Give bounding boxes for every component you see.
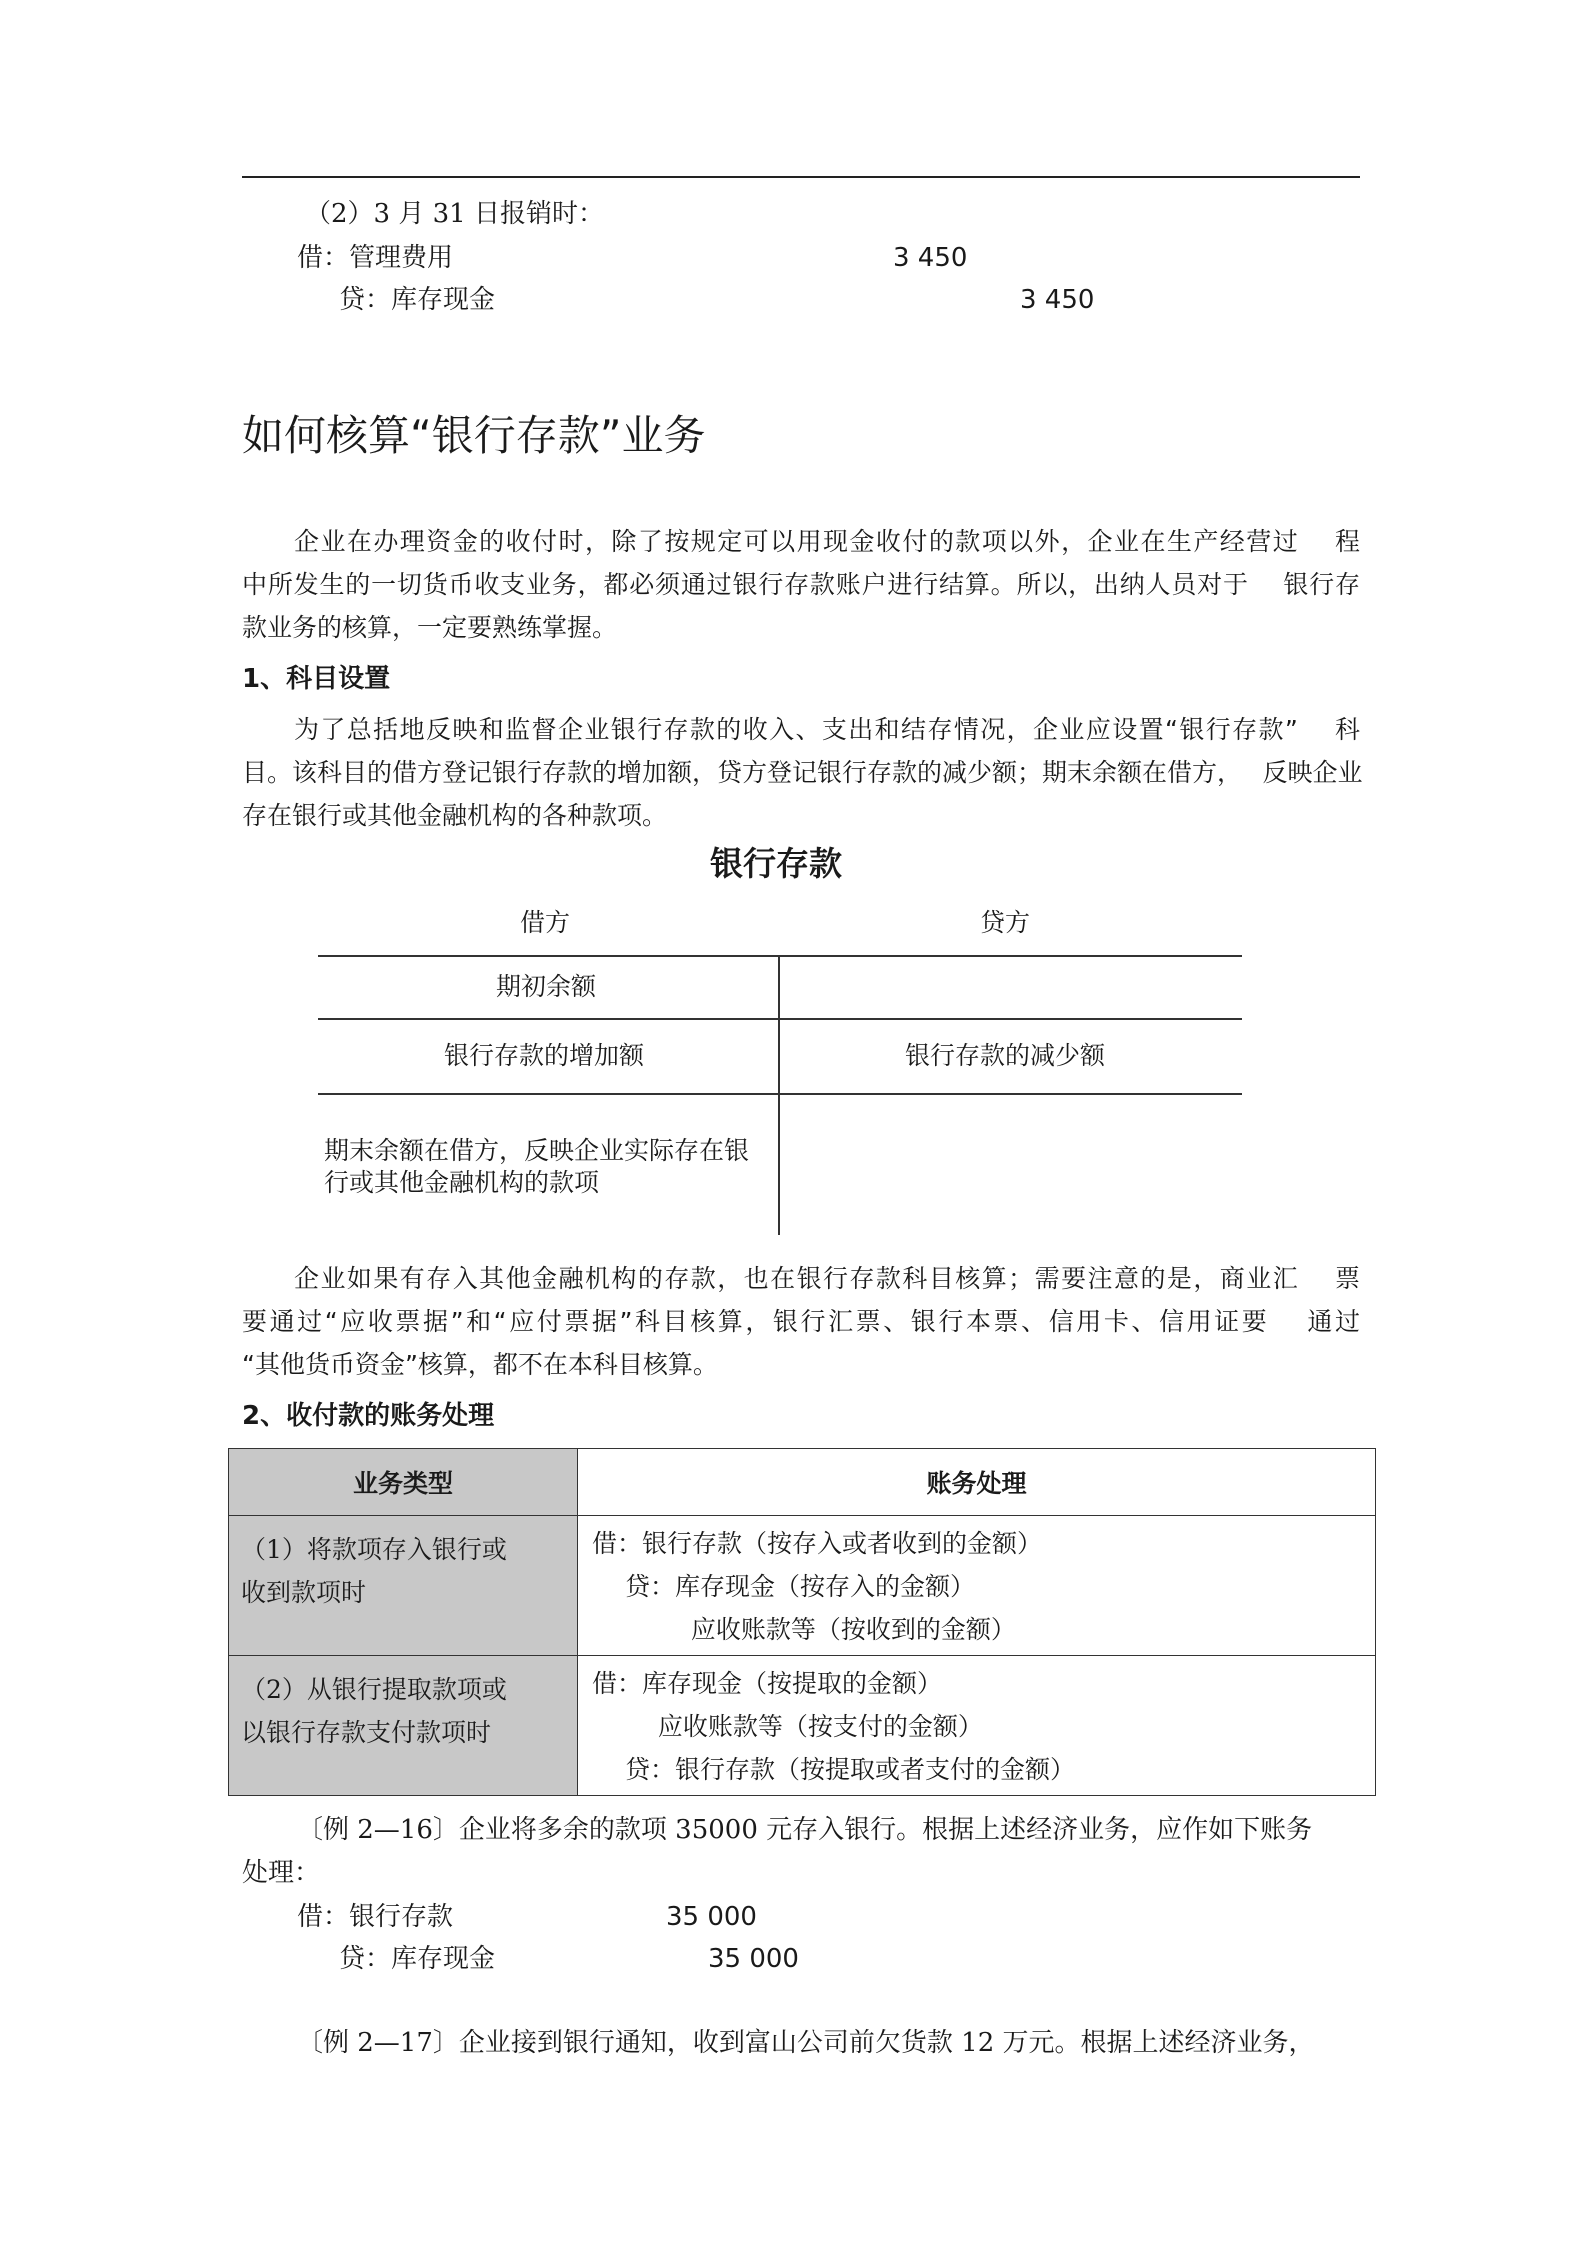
t-account-debit-header: 借方	[520, 908, 571, 937]
table-cell-type	[229, 1656, 578, 1796]
intro-paragraph	[242, 520, 1360, 649]
entry-line: 贷：库存现金（按存入的金额）	[592, 1572, 975, 1601]
t-account-title: 银行存款	[710, 844, 842, 883]
t-account-opening: 期初余额	[496, 972, 597, 1001]
entry-line: 贷：银行存款（按提取或者支付的金额）	[592, 1755, 1075, 1784]
example16-credit-amount: 35 000	[708, 1944, 799, 1974]
intro-line: 中所发生的一切货币收支业务，都必须通过银行存款账户进行结算。所以，出纳人员对于 银行存	[242, 570, 1360, 599]
table-row	[229, 1656, 1376, 1796]
entry-line: 借：银行存款（按存入或者收到的金额）	[592, 1529, 1043, 1558]
subsection-title-2: 2、收付款的账务处理	[242, 1401, 495, 1431]
table-header-entry: 账务处理	[578, 1449, 1376, 1516]
note-line: 企业如果有存入其他金融机构的存款，也在银行存款科目核算；需要注意的是，商业汇 票	[294, 1264, 1360, 1293]
t-account-closing-line: 期末余额在借方，反映企业实际存在银	[324, 1136, 750, 1165]
t-account-top-line	[318, 955, 1242, 957]
table-cell-entry	[578, 1516, 1376, 1656]
entry-line: 应收账款等（按收到的金额）	[592, 1615, 1016, 1644]
type-line: （2）从银行提取款项或	[241, 1675, 507, 1704]
entry1-credit-label: 贷：库存现金	[339, 285, 496, 315]
example16-credit-label: 贷：库存现金	[339, 1944, 496, 1974]
table-header-row	[229, 1449, 1376, 1516]
table-header-type: 业务类型	[229, 1449, 578, 1516]
type-line: 收到款项时	[241, 1578, 367, 1607]
t-account-closing-line: 行或其他金融机构的款项	[324, 1168, 600, 1197]
sub1-paragraph	[242, 708, 1363, 837]
t-account-center-line	[778, 955, 780, 1235]
sub1-line: 目。该科目的借方登记银行存款的增加额，贷方登记银行存款的减少额；期末余额在借方， 反映企业	[242, 758, 1363, 787]
t-account-divider	[318, 1093, 1242, 1095]
sub1-line: 存在银行或其他金融机构的各种款项。	[242, 801, 668, 830]
note-line: 要通过“应收票据”和“应付票据”科目核算，银行汇票、银行本票、信用卡、信用证要 通过	[242, 1307, 1360, 1336]
example17-line1: 〔例 2—17〕企业接到银行通知，收到富山公司前欠货款 12 万元。根据上述经济业务，	[297, 2028, 1315, 2058]
intro-line: 企业在办理资金的收付时，除了按规定可以用现金收付的款项以外，企业在生产经营过 程	[294, 527, 1360, 556]
example16-debit-label: 借：银行存款	[297, 1902, 454, 1932]
example16-debit-amount: 35 000	[666, 1902, 757, 1932]
entry1-debit-amount: 3 450	[893, 243, 968, 273]
accounting-table	[228, 1448, 1376, 1796]
entry1-credit-amount: 3 450	[1020, 285, 1095, 315]
example16-line2: 处理：	[242, 1858, 321, 1888]
note-paragraph	[242, 1257, 1360, 1386]
t-account-decrease: 银行存款的减少额	[905, 1041, 1106, 1070]
type-line: （1）将款项存入银行或	[241, 1535, 507, 1564]
section-title: 如何核算“银行存款”业务	[242, 411, 706, 460]
subsection-title-1: 1、科目设置	[242, 664, 391, 694]
t-account-credit-header: 贷方	[980, 908, 1031, 937]
entry-line: 借：库存现金（按提取的金额）	[592, 1669, 943, 1698]
entry1-debit-label: 借：管理费用	[297, 243, 454, 273]
table-row	[229, 1516, 1376, 1656]
entry1-heading: （2）3 月 31 日报销时：	[305, 199, 604, 229]
example16-line1: 〔例 2—16〕企业将多余的款项 35000 元存入银行。根据上述经济业务，应作如下账务	[297, 1815, 1313, 1845]
table-cell-entry	[578, 1656, 1376, 1796]
header-rule	[242, 176, 1360, 178]
sub1-line: 为了总括地反映和监督企业银行存款的收入、支出和结存情况，企业应设置“银行存款” 科	[294, 715, 1360, 744]
note-line: “其他货币资金”核算，都不在本科目核算。	[242, 1350, 718, 1379]
table-cell-type	[229, 1516, 578, 1656]
intro-line: 款业务的核算，一定要熟练掌握。	[242, 613, 618, 642]
t-account-divider	[318, 1018, 1242, 1020]
entry-line: 应收账款等（按支付的金额）	[592, 1712, 983, 1741]
type-line: 以银行存款支付款项时	[241, 1718, 492, 1747]
t-account-increase: 银行存款的增加额	[444, 1041, 645, 1070]
